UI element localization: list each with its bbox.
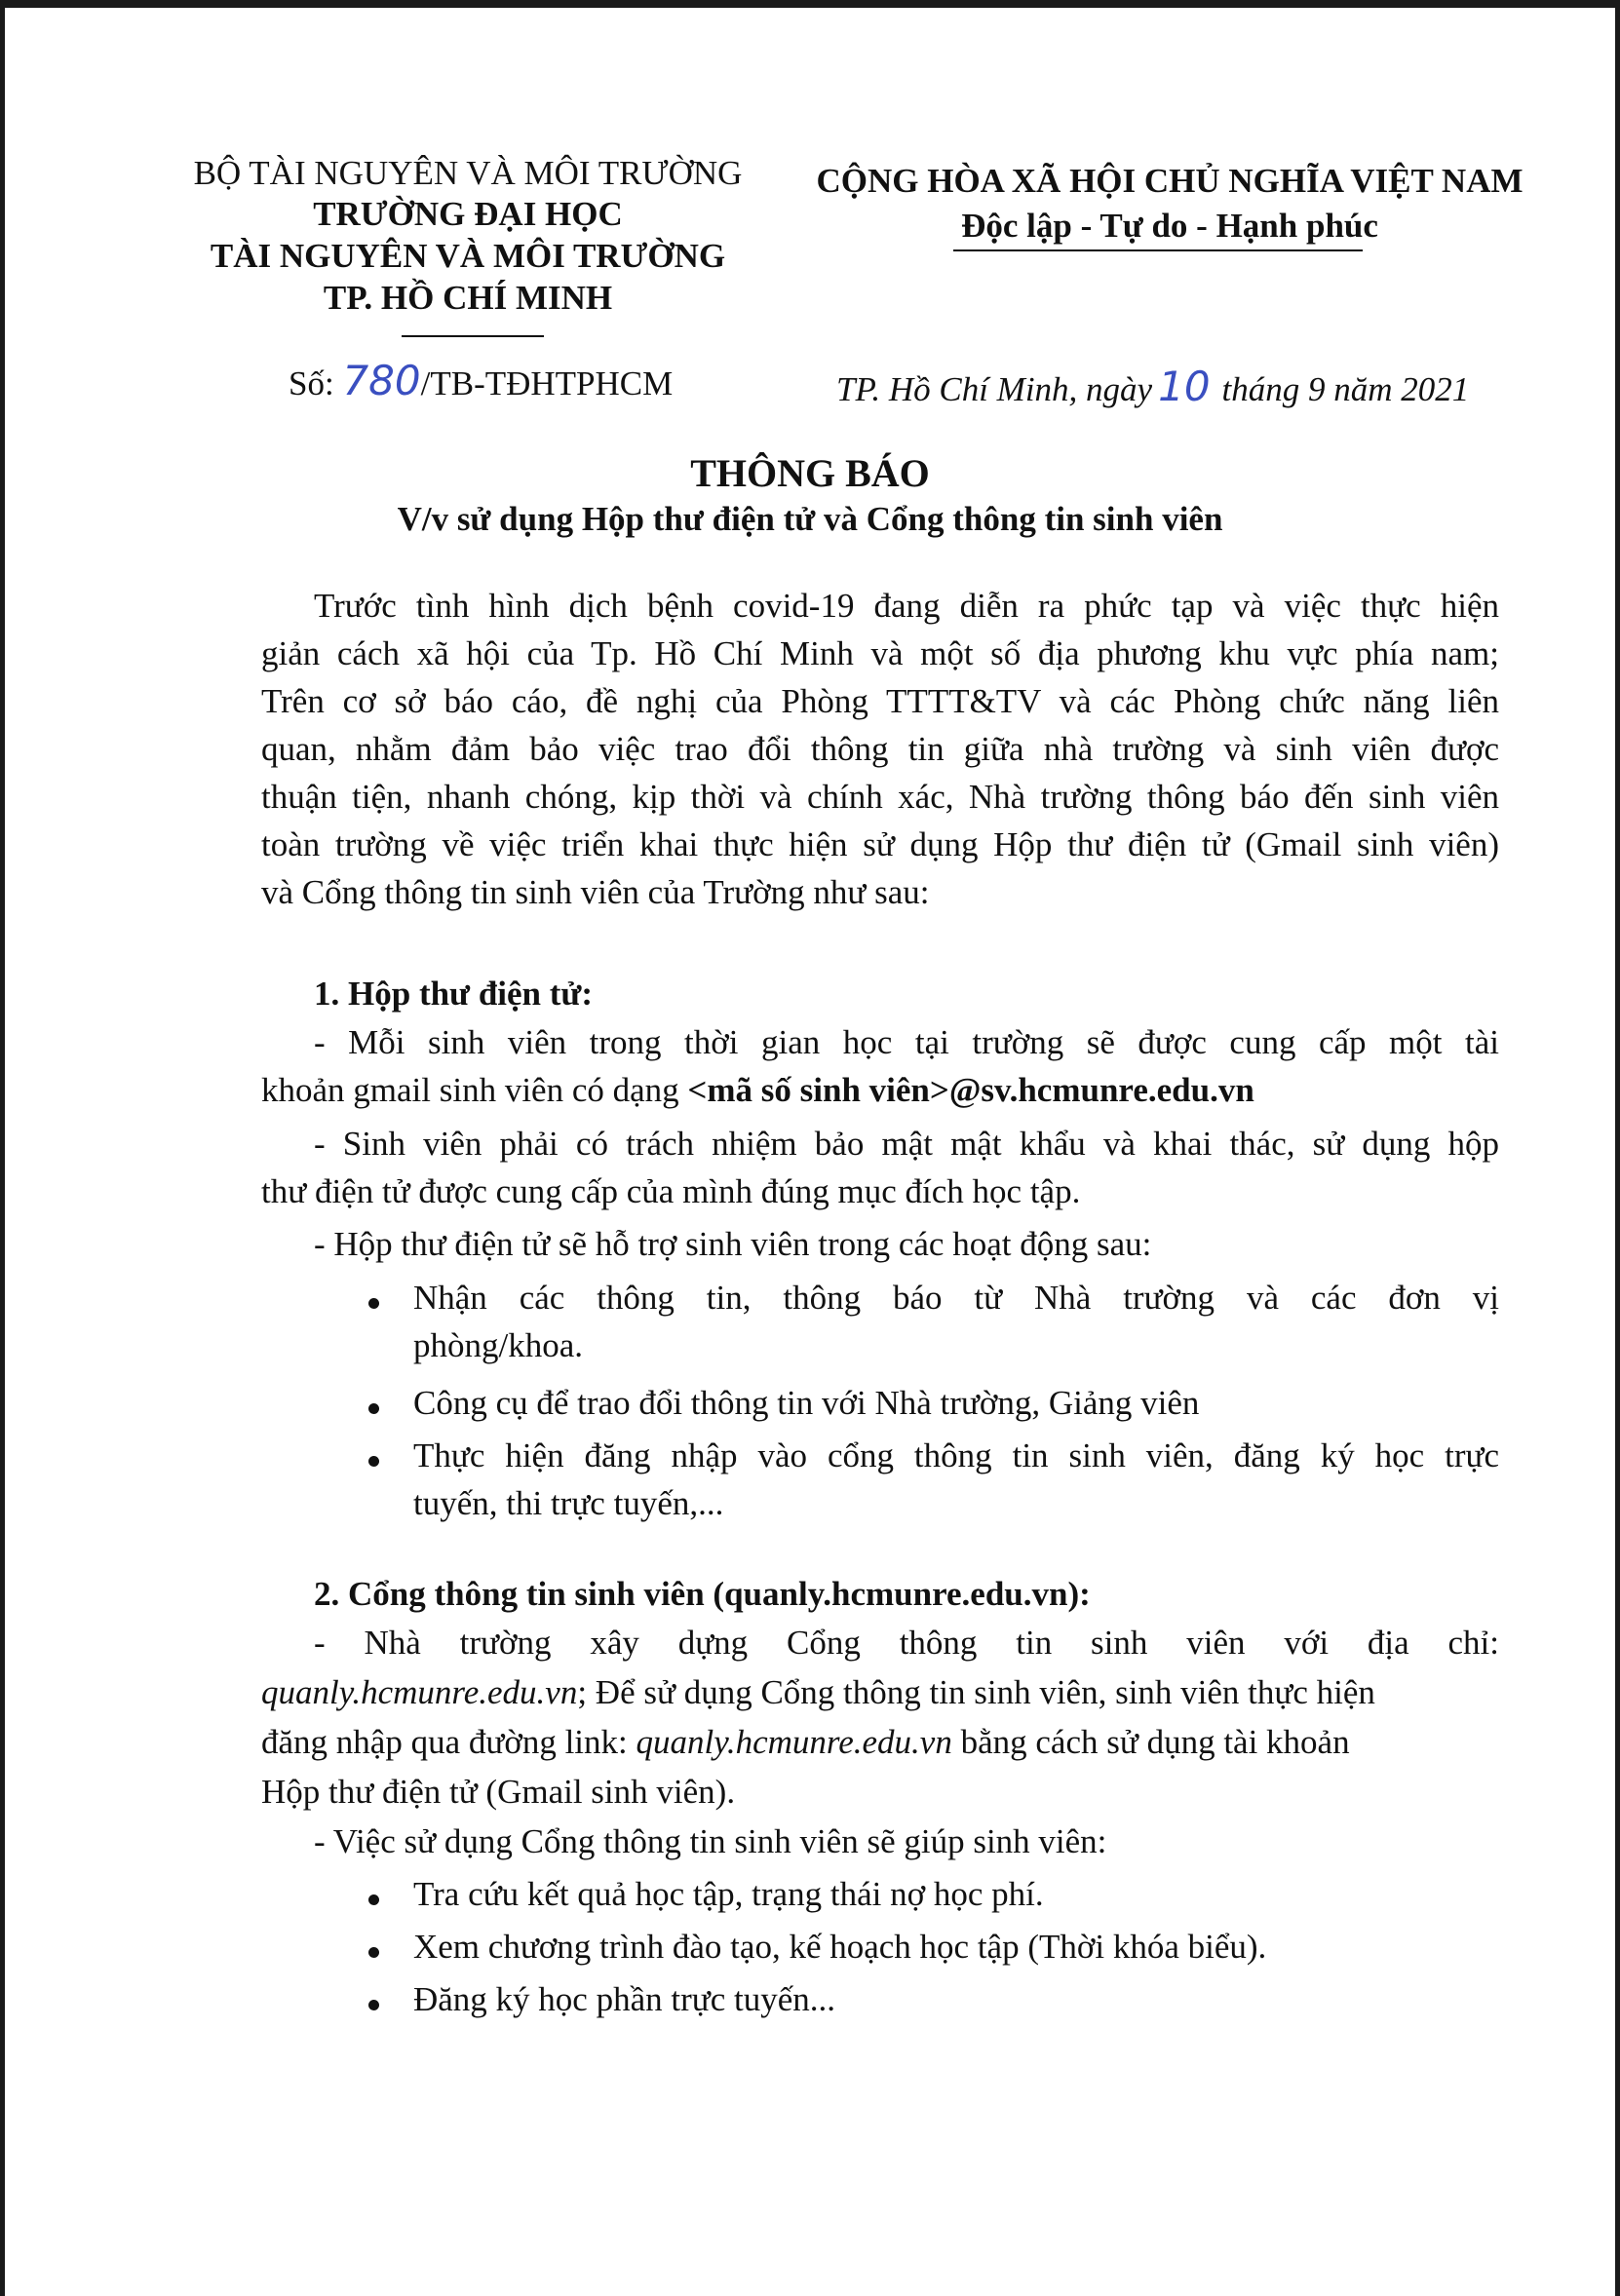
- intro-line-1: [314, 587, 1499, 626]
- handwritten-day: 10: [1158, 363, 1211, 410]
- bullet-icon: [368, 1456, 379, 1467]
- portal-link-2[interactable]: quanly.hcmunre.edu.vn: [636, 1723, 952, 1761]
- school-name-line3: TP. HỒ CHÍ MINH: [323, 279, 613, 317]
- section1-bullet3-line2: tuyến, thi trực tuyến,...: [413, 1484, 724, 1522]
- number-prefix: Số:: [289, 364, 334, 402]
- bullet-icon: [368, 1298, 379, 1309]
- notice-title: THÔNG BÁO: [690, 451, 930, 495]
- section2-p1-line3-prefix: đăng nhập qua đường link:: [261, 1723, 628, 1761]
- bullet-icon: [368, 1403, 379, 1414]
- intro-line-5: [261, 778, 1499, 817]
- section2-bullet3: Đăng ký học phần trực tuyến...: [413, 1980, 836, 2018]
- section2-bullet1: Tra cứu kết quả học tập, trạng thái nợ học phí.: [413, 1875, 1044, 1913]
- section2-p2: - Việc sử dụng Cổng thông tin sinh viên sẽ giúp sinh viên:: [314, 1822, 1107, 1860]
- notice-subject: V/v sử dụng Hộp thư điện tử và Cổng thông tin sinh viên: [397, 500, 1223, 538]
- section2-p1-line4: Hộp thư điện tử (Gmail sinh viên).: [261, 1773, 736, 1811]
- section1-p1-line2: [261, 1071, 1254, 1110]
- header-right-rule: [953, 249, 1363, 251]
- section2-bullet2: Xem chương trình đào tạo, kế hoạch học tập (Thời khóa biểu).: [413, 1928, 1267, 1966]
- gmail-format: <mã số sinh viên>@sv.hcmunre.edu.vn: [687, 1071, 1254, 1109]
- section1-bullet3-line1: [413, 1436, 1499, 1475]
- section2-p1-line3-rest: bằng cách sử dụng tài khoản: [960, 1723, 1350, 1761]
- country-name: CỘNG HÒA XÃ HỘI CHỦ NGHĨA VIỆT NAM: [816, 162, 1524, 200]
- section1-bullet2: Công cụ để trao đổi thông tin với Nhà trường, Giảng viên: [413, 1384, 1200, 1422]
- date-suffix: tháng 9 năm 2021: [1221, 370, 1470, 408]
- handwritten-number: 780: [342, 357, 421, 404]
- school-name-line1: TRƯỜNG ĐẠI HỌC: [313, 195, 623, 233]
- intro-line-3: [261, 682, 1499, 721]
- section1-p1-text1: - Mỗi sinh viên trong thời gian học tại trường sẽ được cung cấp một tài: [314, 1023, 1499, 1061]
- document-date: [836, 363, 1469, 410]
- document-number: [289, 357, 673, 404]
- section1-p2-text1: - Sinh viên phải có trách nhiệm bảo mật mật khẩu và khai thác, sử dụng hộp: [314, 1125, 1499, 1163]
- ministry-name: BỘ TÀI NGUYÊN VÀ MÔI TRƯỜNG: [193, 154, 743, 192]
- section1-bullet1-line2: phòng/khoa.: [413, 1326, 584, 1364]
- school-name-line2: TÀI NGUYÊN VÀ MÔI TRƯỜNG: [210, 237, 726, 275]
- section1-bullet1-text1: Nhận các thông tin, thông báo từ Nhà trường và các đơn vị: [413, 1279, 1499, 1317]
- bullet-icon: [368, 2000, 379, 2010]
- section1-p1-line1: [314, 1023, 1499, 1062]
- intro-text-4: quan, nhằm đảm bảo việc trao đổi thông tin giữa nhà trường và sinh viên được: [261, 730, 1499, 768]
- intro-text-6: toàn trường về việc triển khai thực hiện sử dụng Hộp thư điện tử (Gmail sinh viên): [261, 825, 1499, 863]
- bullet-icon: [368, 1947, 379, 1958]
- scan-border-left: [0, 0, 5, 2296]
- intro-text-1: Trước tình hình dịch bệnh covid-19 đang diễn ra phức tạp và việc thực hiện: [314, 587, 1499, 625]
- intro-line-4: [261, 730, 1499, 769]
- section1-bullet3-text1: Thực hiện đăng nhập vào cổng thông tin sinh viên, đăng ký học trực: [413, 1436, 1499, 1474]
- intro-text-5: thuận tiện, nhanh chóng, kịp thời và chính xác, Nhà trường thông báo đến sinh viên: [261, 778, 1499, 816]
- section1-bullet1-line1: [413, 1279, 1499, 1318]
- intro-line-7: và Cổng thông tin sinh viên của Trường như sau:: [261, 873, 930, 911]
- section2-p1-text1: - Nhà trường xây dựng Cổng thông tin sinh viên với địa chỉ:: [314, 1624, 1499, 1662]
- section2-p1-line3: [261, 1723, 1350, 1762]
- intro-line-2: [261, 634, 1499, 673]
- section1-heading: 1. Hộp thư điện tử:: [314, 975, 594, 1013]
- intro-text-3: Trên cơ sở báo cáo, đề nghị của Phòng TTTT&TV và các Phòng chức năng liên: [261, 682, 1499, 720]
- section2-heading: 2. Cổng thông tin sinh viên (quanly.hcmunre.edu.vn):: [314, 1575, 1091, 1613]
- motto: Độc lập - Tự do - Hạnh phúc: [961, 207, 1378, 245]
- section1-p3: - Hộp thư điện tử sẽ hỗ trợ sinh viên trong các hoạt động sau:: [314, 1225, 1152, 1263]
- section2-p1-line2: [261, 1673, 1375, 1712]
- section2-p1-line2-rest: ; Để sử dụng Cổng thông tin sinh viên, sinh viên thực hiện: [577, 1673, 1375, 1711]
- intro-text-2: giản cách xã hội của Tp. Hồ Chí Minh và một số địa phương khu vực phía nam;: [261, 634, 1499, 672]
- section1-p2-line1: [314, 1125, 1499, 1164]
- bullet-icon: [368, 1894, 379, 1905]
- intro-line-6: [261, 825, 1499, 864]
- number-suffix: /TB-TĐHTPHCM: [420, 364, 674, 402]
- section2-p1-line1: [314, 1624, 1499, 1663]
- section1-p2-line2: thư điện tử được cung cấp của mình đúng mục đích học tập.: [261, 1172, 1081, 1210]
- header-left-rule: [402, 335, 544, 337]
- scan-border-top: [0, 0, 1620, 8]
- scan-border-right: [1615, 0, 1620, 2296]
- date-prefix: TP. Hồ Chí Minh, ngày: [836, 370, 1153, 408]
- portal-link-1[interactable]: quanly.hcmunre.edu.vn: [261, 1673, 578, 1711]
- gmail-format-prefix: khoản gmail sinh viên có dạng: [261, 1071, 679, 1109]
